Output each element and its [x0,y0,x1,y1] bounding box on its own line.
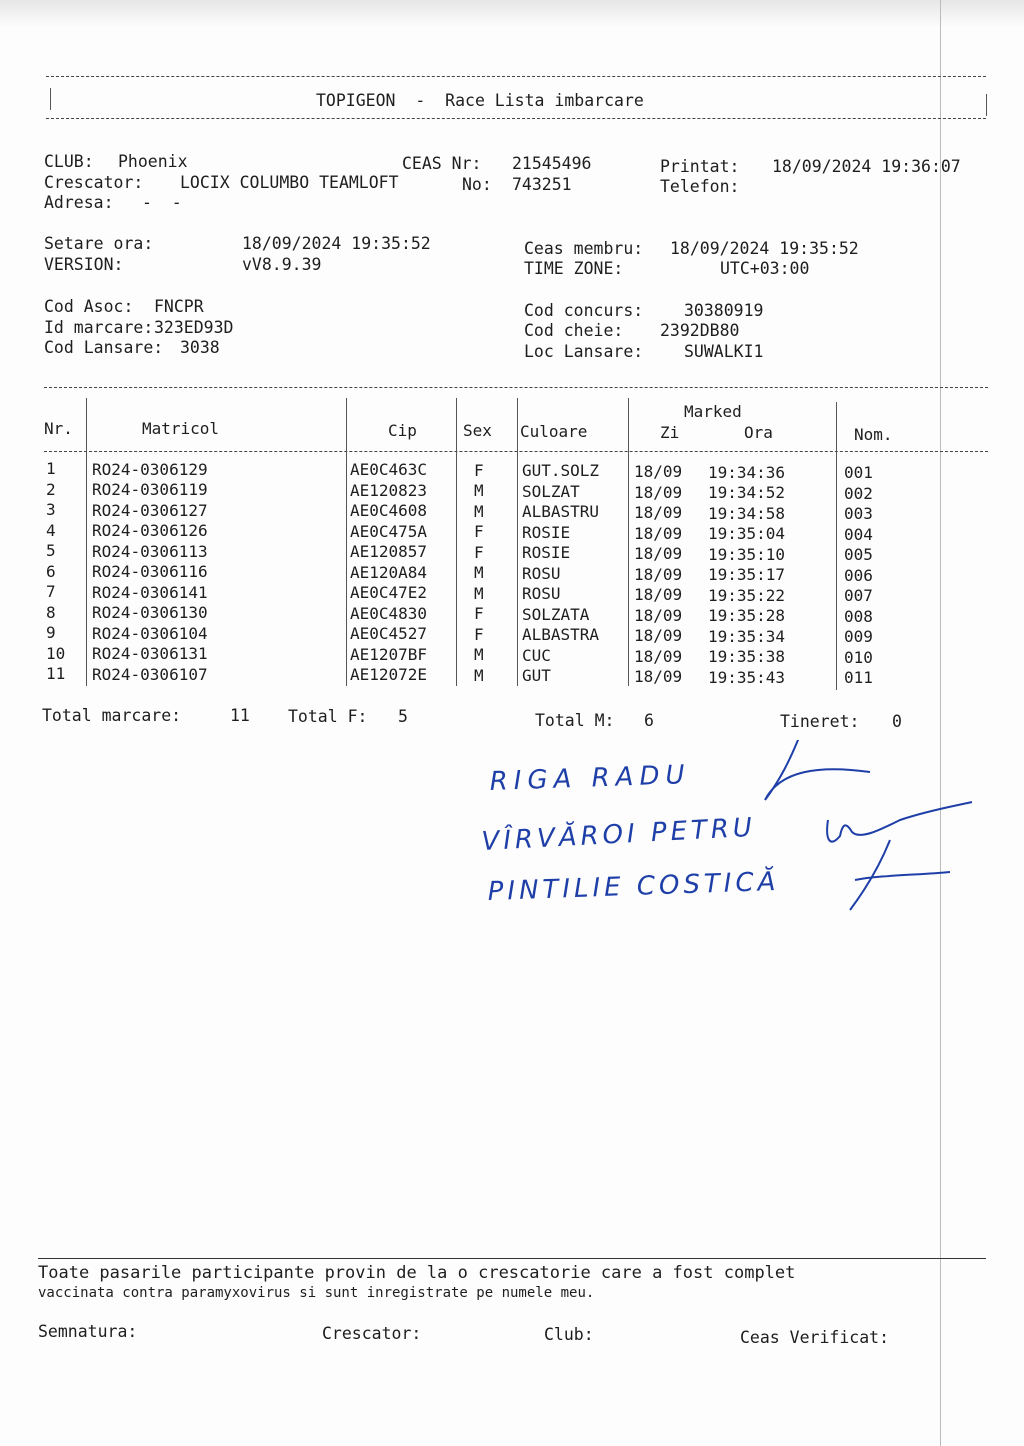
cell-nr: 4 [46,520,56,540]
col-sep-6 [836,402,837,690]
header-nom: Nom. [854,425,893,444]
cod-concurs-value: 30380919 [684,301,764,320]
handwritten-name-1: RIGA RADU [489,760,691,797]
cell-nom: 004 [844,524,873,544]
cell-sex: M [474,645,484,665]
header-culoare: Culoare [520,422,588,441]
cell-sex: F [474,522,484,542]
header-ora: Ora [744,423,773,442]
ceas-verificat-label: Ceas Verificat: [740,1328,890,1347]
ceas-membru-label: Ceas membru: [524,239,644,258]
title-bottom-border [46,118,986,119]
cell-sex: M [474,583,484,603]
cell-cip: AE0C463C [350,460,428,480]
adresa-value: - - [142,193,182,212]
cell-ora: 19:35:04 [708,524,786,544]
cell-sex: M [474,501,484,521]
cell-culoare: ROSU [522,584,561,604]
cell-culoare: GUT [522,666,551,686]
cell-culoare: ROSIE [522,522,571,542]
cell-nom: 005 [844,545,873,565]
cod-lansare-label: Cod Lansare: [44,338,164,357]
cell-nr: 5 [46,541,56,560]
cell-nom: 008 [844,606,873,626]
cell-zi: 18/09 [634,646,683,666]
tineret-value: 0 [892,712,902,731]
cell-zi: 18/09 [634,462,683,481]
crescator-value: LOCIX COLUMBO TEAMLOFT [180,173,399,192]
cod-lansare-value: 3038 [180,338,220,357]
loc-lansare-value: SUWALKI1 [684,342,764,361]
cell-nr: 1 [46,459,56,478]
page-title: TOPIGEON - Race Lista imbarcare [316,91,644,110]
adresa-label: Adresa: [44,193,114,212]
cell-nom: 001 [844,463,873,483]
cell-sex: F [474,460,484,480]
cell-matricol: RO24-0306141 [92,582,208,602]
timezone-value: UTC+03:00 [720,259,810,278]
cell-nr: 3 [46,500,56,519]
cell-nom: 009 [844,627,873,647]
cell-nr: 2 [46,479,56,499]
version-label: VERSION: [44,255,124,274]
cell-cip: AE12072E [350,665,428,685]
cell-cip: AE0C4608 [350,501,428,521]
header-matricol: Matricol [142,419,220,438]
cell-ora: 19:35:22 [708,585,786,605]
cell-matricol: RO24-0306130 [92,603,208,623]
cell-nom: 007 [844,586,873,606]
cell-cip: AE0C47E2 [350,583,428,603]
footer-rule [38,1258,986,1259]
cell-matricol: RO24-0306116 [92,562,208,582]
cell-sex: M [474,665,484,685]
handwritten-name-3: PINTILIE COSTICĂ [487,866,780,907]
statement-line-1: Toate pasarile participante provin de la o crescatorie care a fost complet [38,1263,796,1283]
header-marked: Marked [684,402,742,421]
cell-culoare: ALBASTRA [522,625,600,645]
total-marcare-value: 11 [230,706,250,725]
cell-nom: 006 [844,565,873,585]
tineret-label: Tineret: [780,712,860,731]
ceas-value: 21545496 [512,154,592,173]
cod-asoc-label: Cod Asoc: [44,297,134,316]
cell-cip: AE120857 [350,542,428,562]
no-value: 743251 [512,175,572,194]
total-f-label: Total F: [288,707,368,726]
timezone-label: TIME ZONE: [524,259,624,278]
signature-stroke-3 [850,840,950,910]
no-label: No: [462,175,492,194]
cell-culoare: SOLZAT [522,481,580,501]
col-sep-3 [456,398,457,686]
handwritten-signatures [460,740,1000,920]
cell-culoare: ROSIE [522,543,571,563]
cell-cip: AE0C475A [350,521,428,541]
cell-zi: 18/09 [634,585,683,604]
cell-nom: 002 [844,483,873,503]
cell-ora: 19:35:34 [708,626,786,646]
cell-ora: 19:35:28 [708,606,786,626]
total-f-value: 5 [398,707,408,726]
cell-ora: 19:34:52 [708,483,786,503]
cell-sex: M [474,481,484,501]
col-sep-5 [628,398,629,686]
id-marcare-value: 323ED93D [154,318,234,337]
club-value: Phoenix [118,152,188,171]
cell-culoare: GUT.SOLZ [522,461,600,481]
printat-value: 18/09/2024 19:36:07 [772,157,961,176]
cod-cheie-value: 2392DB80 [660,321,740,340]
col-sep-2 [346,398,347,686]
signature-stroke-2 [827,802,972,842]
cell-culoare: SOLZATA [522,604,590,624]
setare-label: Setare ora: [44,234,154,253]
header-zi: Zi [660,423,680,442]
cell-cip: AE0C4527 [350,624,428,644]
ceas-label: CEAS Nr: [402,154,482,173]
cell-matricol: RO24-0306113 [92,541,208,561]
crescator-sign-label: Crescator: [322,1324,422,1343]
cell-zi: 18/09 [634,544,683,563]
cell-culoare: ROSU [522,563,561,583]
scan-fold-line [940,0,941,1446]
cell-nom: 010 [844,647,873,667]
col-sep-1 [86,398,87,686]
handwritten-name-2: VÎRVĂROI PETRU [480,812,757,857]
cell-sex: F [474,604,484,624]
cell-nom: 003 [844,504,873,524]
total-m-value: 6 [644,711,654,730]
ceas-membru-value: 18/09/2024 19:35:52 [670,239,859,258]
signature-stroke-1 [765,740,870,800]
cell-zi: 18/09 [634,482,683,502]
cell-culoare: CUC [522,645,551,665]
crescator-label: Crescator: [44,173,144,192]
cod-cheie-label: Cod cheie: [524,321,624,340]
cell-zi: 18/09 [634,605,683,625]
cell-nr: 7 [46,582,56,601]
setare-value: 18/09/2024 19:35:52 [242,234,431,253]
cell-matricol: RO24-0306127 [92,500,208,520]
cell-sex: M [474,563,484,583]
cell-cip: AE120823 [350,480,428,500]
cell-zi: 18/09 [634,564,683,584]
col-sep-4 [517,398,518,686]
club-sign-label: Club: [544,1325,594,1344]
printat-label: Printat: [660,157,740,176]
cell-matricol: RO24-0306129 [92,459,208,479]
cell-nr: 11 [46,664,66,683]
title-right-border [986,94,987,116]
cell-culoare: ALBASTRU [522,502,600,522]
cell-ora: 19:34:36 [708,462,786,482]
cell-nr: 9 [46,623,56,642]
cell-nom: 011 [844,668,873,688]
club-label: CLUB: [44,152,94,171]
id-marcare-label: Id marcare: [44,318,154,337]
table-header-border [44,451,988,452]
cell-zi: 18/09 [634,667,683,686]
cell-nr: 6 [46,561,56,581]
header-cip: Cip [388,421,417,440]
cod-concurs-label: Cod concurs: [524,301,644,320]
cell-matricol: RO24-0306107 [92,664,208,684]
table-top-border [44,387,988,388]
cell-matricol: RO24-0306131 [92,644,208,664]
title-top-border [46,76,986,77]
total-m-label: Total M: [535,711,615,730]
header-sex: Sex [463,421,492,440]
version-value: vV8.9.39 [242,255,322,274]
cell-ora: 19:34:58 [708,503,786,523]
scan-shadow [0,0,1024,28]
cell-sex: F [474,624,484,644]
cod-asoc-value: FNCPR [154,297,204,316]
statement-line-2: vaccinata contra paramyxovirus si sunt inregistrate pe numele meu. [38,1285,595,1301]
cell-zi: 18/09 [634,503,683,522]
cell-ora: 19:35:38 [708,647,786,667]
cell-matricol: RO24-0306104 [92,623,208,643]
semnatura-label: Semnatura: [38,1322,138,1341]
cell-zi: 18/09 [634,523,683,543]
title-left-border [50,88,51,110]
cell-sex: F [474,542,484,562]
cell-cip: AE0C4830 [350,603,428,623]
cell-cip: AE1207BF [350,644,428,664]
cell-ora: 19:35:10 [708,544,786,564]
cell-zi: 18/09 [634,626,683,645]
header-nr: Nr. [44,419,73,438]
total-marcare-label: Total marcare: [42,706,182,725]
cell-matricol: RO24-0306119 [92,480,208,500]
cell-nr: 8 [46,602,56,622]
telefon-label: Telefon: [660,177,740,196]
cell-nr: 10 [46,643,66,663]
cell-matricol: RO24-0306126 [92,521,208,541]
cell-ora: 19:35:17 [708,565,786,585]
cell-ora: 19:35:43 [708,667,786,687]
cell-cip: AE120A84 [350,562,428,582]
loc-lansare-label: Loc Lansare: [524,342,644,361]
